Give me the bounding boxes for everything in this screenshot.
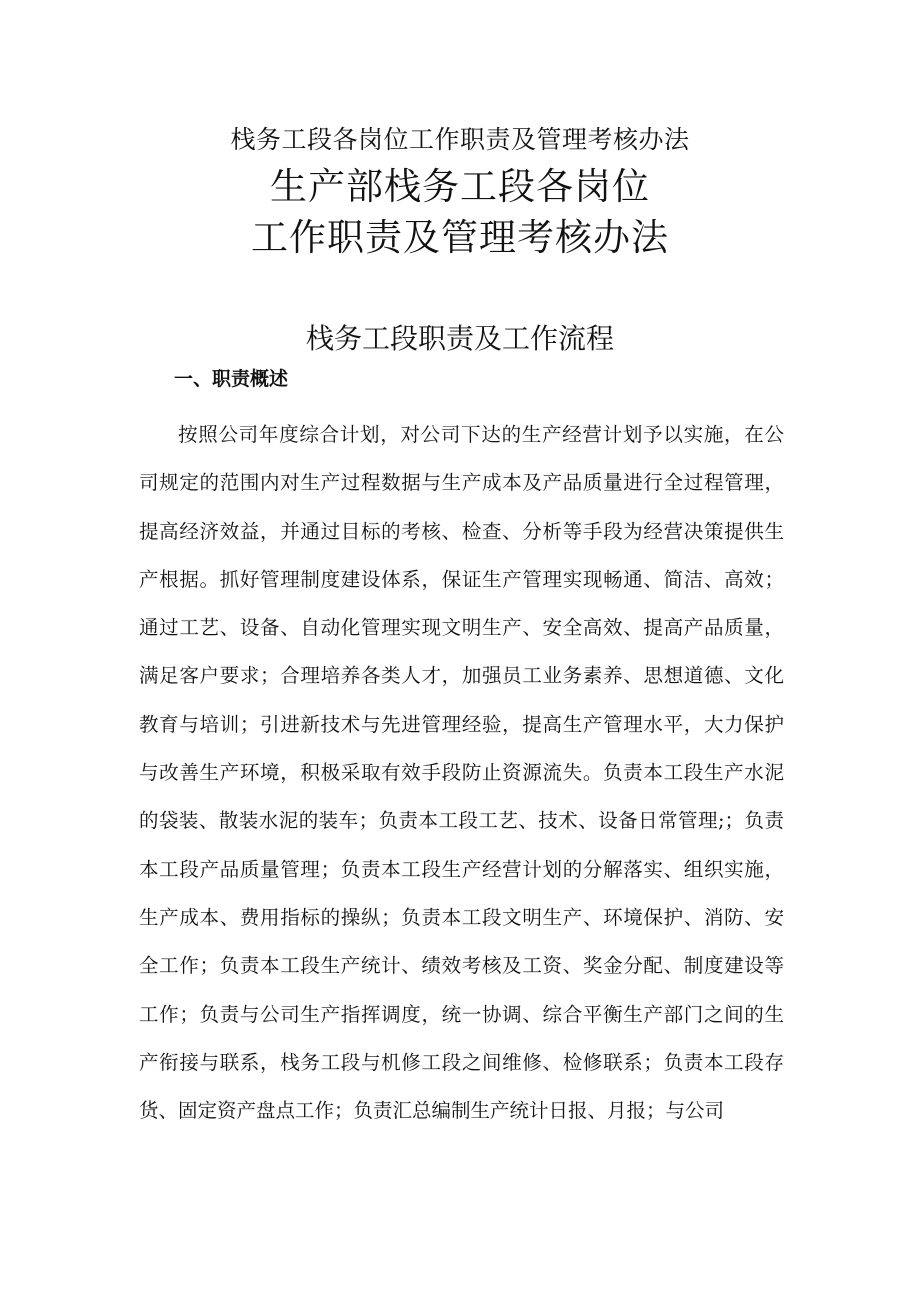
paragraph-line: 与改善生产环境，积极采取有效手段防止资源流失。负责本工段生产水泥: [139, 761, 784, 785]
main-title-line-2: 工作职责及管理考核办法: [251, 216, 669, 259]
paragraph-line: 工作；负责与公司生产指挥调度，统一协调、综合平衡生产部门之间的生: [139, 1002, 784, 1026]
main-title-line-1: 生产部栈务工段各岗位: [270, 165, 650, 208]
section-title: 栈务工段职责及工作流程: [305, 322, 614, 355]
paragraph-line: 生产成本、费用指标的操纵；负责本工段文明生产、环境保护、消防、安: [139, 905, 784, 929]
paragraph-line: 全工作；负责本工段生产统计、绩效考核及工资、奖金分配、制度建设等: [139, 954, 784, 978]
paragraph-line: 司规定的范围内对生产过程数据与生产成本及产品质量进行全过程管理，: [139, 471, 784, 495]
duties-paragraph: [139, 411, 784, 1135]
paragraph-line: 产衔接与联系，栈务工段与机修工段之间维修、检修联系；负责本工段存: [139, 1050, 784, 1074]
paragraph-line: 满足客户要求；合理培养各类人才，加强员工业务素养、思想道德、文化: [139, 664, 784, 688]
paragraph-line: 货、固定资产盘点工作；负责汇总编制生产统计日报、月报；与公司: [139, 1099, 725, 1123]
paragraph-line: 教育与培训；引进新技术与先进管理经验，提高生产管理水平，大力保护: [139, 712, 784, 736]
heading-duties-overview: 一、职责概述: [174, 368, 289, 390]
paragraph-line: 通过工艺、设备、自动化管理实现文明生产、安全高效、提高产品质量，: [139, 616, 784, 640]
header-title: 栈务工段各岗位工作职责及管理考核办法: [230, 125, 690, 154]
paragraph-line: 按照公司年度综合计划，对公司下达的生产经营计划予以实施，在公: [178, 423, 784, 446]
paragraph-line: 产根据。抓好管理制度建设体系，保证生产管理实现畅通、简洁、高效；: [139, 567, 784, 591]
paragraph-line: 提高经济效益，并通过目标的考核、检查、分析等手段为经营决策提供生: [139, 519, 784, 543]
paragraph-line: 本工段产品质量管理；负责本工段生产经营计划的分解落实、组织实施，: [139, 857, 784, 881]
paragraph-line: 的袋装、散装水泥的装车；负责本工段工艺、技术、设备日常管理;；负责: [139, 809, 784, 833]
